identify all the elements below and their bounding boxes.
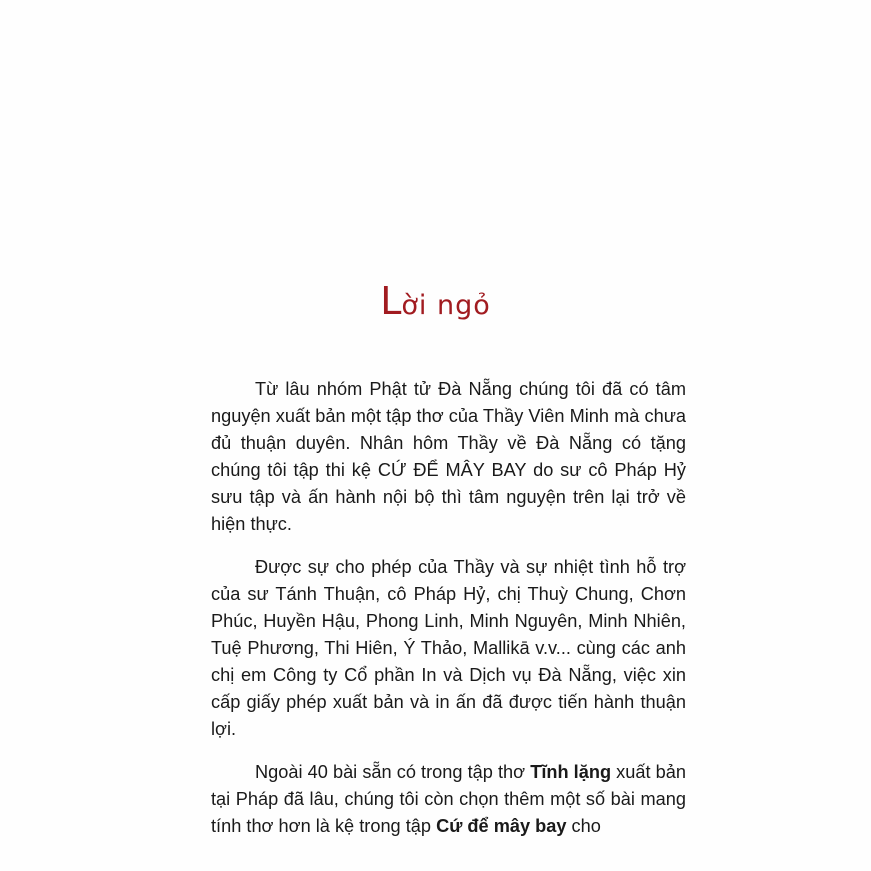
paragraph-3 [211, 759, 686, 840]
title-initial: L [380, 279, 402, 323]
paragraph-1: Từ lâu nhóm Phật tử Đà Nẵng chúng tôi đã có tâm nguyện xuất bản một tập thơ của Thầy Viên Minh mà chưa đủ thuận duyên. Nhân hôm Thầy về Đà Nẵng có tặng chúng tôi tập thi kệ CỨ ĐỂ MÂY BAY do sư cô Pháp Hỷ sưu tập và ấn hành nội bộ thì tâm nguyện trên lại trở về hiện thực. [211, 379, 686, 534]
title-rest: ời ngỏ [401, 290, 491, 321]
paragraph-3-part1: Ngoài 40 bài sẵn có trong tập thơ [255, 762, 531, 782]
book-title-tinh-lang: Tĩnh lặng [530, 762, 612, 782]
page-title [0, 279, 871, 323]
book-title-cu-de-may-bay: Cứ để mây bay [436, 816, 567, 836]
preface-body [211, 376, 686, 856]
paragraph-3-part3: cho [566, 816, 601, 836]
paragraph-3-part2: xuất bản tại Pháp đã lâu, chúng tôi còn chọn thêm một số bài mang tính thơ hơn là kệ trong tập [211, 762, 687, 836]
paragraph-2: Được sự cho phép của Thầy và sự nhiệt tình hỗ trợ của sư Tánh Thuận, cô Pháp Hỷ, chị Thuỳ Chung, Chơn Phúc, Huyền Hậu, Phong Linh, Minh Nguyên, Minh Nhiên, Tuệ Phương, Thi Hiên, Ý Thảo, Mallikā v.v... cùng các anh chị em Công ty Cổ phần In và Dịch vụ Đà Nẵng, việc xin cấp giấy phép xuất bản và in ấn đã được tiến hành thuận lợi. [211, 557, 686, 739]
